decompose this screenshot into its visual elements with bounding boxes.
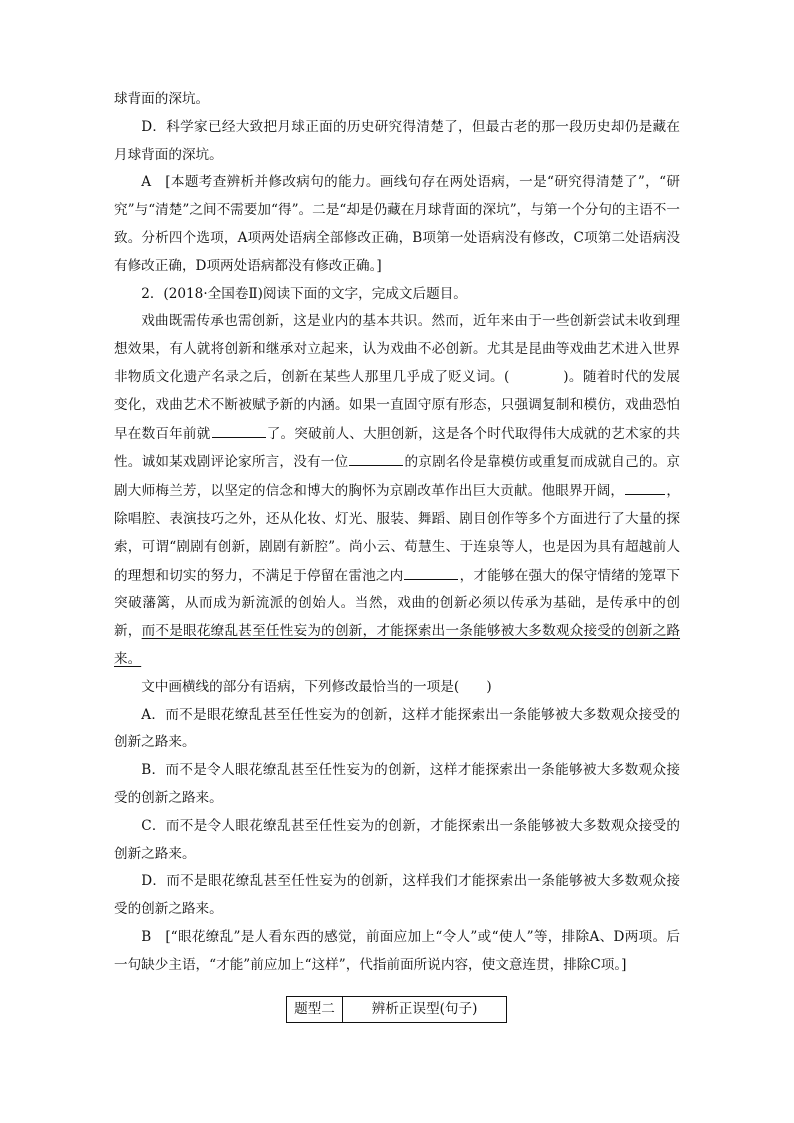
question-stem: 文中画横线的部分有语病，下列修改最恰当的一项是( ) [141, 678, 492, 695]
option-a: A．而不是眼花缭乱甚至任性妄为的创新，这样才能探索出一条能够被大多数观众接受的创新之路来。 [114, 706, 680, 751]
section-type-label: 题型二 [287, 997, 343, 1022]
option-d-prev: D．科学家已经大致把月球正面的历史研究得清楚了，但最古老的那一段历史却仍是藏在月球背面的深坑。 [114, 118, 680, 163]
underlined-sentence: 而不是眼花缭乱甚至任性妄为的创新，才能探索出一条能够被大多数观众接受的创新之路来。 [114, 623, 681, 667]
document-body [114, 86, 680, 980]
passage-part: 的京剧名伶是靠模仿或重复而成就自己的。京剧大师梅兰芳，以坚定的信念和博大的胸怀为京剧改革作出巨大贡献。他眼界开阔， [114, 454, 681, 500]
blank-line [404, 562, 458, 580]
question-2-heading: 2．(2018·全国卷Ⅱ)阅读下面的文字，完成文后题目。 [141, 285, 467, 302]
option-d: D．而不是眼花缭乱甚至任性妄为的创新，这样我们才能探索出一条能够被大多数观众接受的创新之路来。 [114, 873, 680, 918]
passage-part: )。随着时代的发展变化，戏曲艺术不断被赋予新的内涵。如果一直固守原有形态，只强调复制和模仿，戏曲恐怕早在数百年前就 [114, 368, 680, 442]
passage-part: ，除唱腔、表演技巧之外，还从化妆、灯光、服装、舞蹈、剧目创作等多个方面进行了大量的探索，可谓“剧剧有创新，剧剧有新腔”。尚小云、荀慧生、于连泉等人，也是因为具有超越前人的理想和切实的努力，不满足于停留在雷池之内 [114, 483, 681, 584]
blank-line [212, 420, 266, 438]
blank-line [625, 477, 665, 495]
option-c: C．而不是令人眼花缭乱甚至任性妄为的创新，才能探索出一条能够被大多数观众接受的创新之路来。 [114, 817, 680, 862]
text-line: 球背面的深坑。 [114, 91, 210, 107]
answer-explanation-2: B [“眼花缭乱”是人看东西的感觉，前面应加上“令人”或“使人”等，排除A、D两项。后一句缺少主语，“才能”前应加上“这样”，代指前面所说内容，使文意连贯，排除C项。] [114, 928, 680, 973]
passage-part: ，才能够在强大的保守情绪的笼罩下突破藩篱，从而成为新流派的创始人。当然，戏曲的创新必须以传承为基础，是传承中的创新， [114, 567, 681, 640]
section-type-box [286, 996, 507, 1023]
blank-line [349, 448, 403, 466]
answer-explanation-1: A [本题考查辨析并修改病句的能力。画线句存在两处语病，一是“研究得清楚了”，“研究”与“清楚”之间不需要加“得”。二是“却是仍藏在月球背面的深坑”，与第一个分句的主语不一致。分析四个选项，A项两处语病全部修改正确，B项第一处语病没有修改，C项第二处语病没有修改正确，D项两处语病都没有修改正确。] [114, 174, 680, 274]
passage-part: 戏曲既需传承也需创新，这是业内的基本共识。然而，近年来由于一些创新尝试未收到理想效果，有人就将创新和继承对立起来，认为戏曲不必创新。尤其是昆曲等戏曲艺术进入世界非物质文化遗产名录之后，创新在某些人那里几乎成了贬义词。( [114, 313, 680, 385]
reading-passage [114, 308, 680, 673]
passage-part: 了。突破前人、大胆创新，这是各个时代取得伟大成就的艺术家的共性。诚如某戏剧评论家所言，没有一位 [114, 425, 681, 471]
option-b: B．而不是令人眼花缭乱甚至任性妄为的创新，这样才能探索出一条能够被大多数观众接受的创新之路来。 [114, 762, 680, 806]
section-type-title: 辨析正误型(句子) [371, 1001, 478, 1017]
